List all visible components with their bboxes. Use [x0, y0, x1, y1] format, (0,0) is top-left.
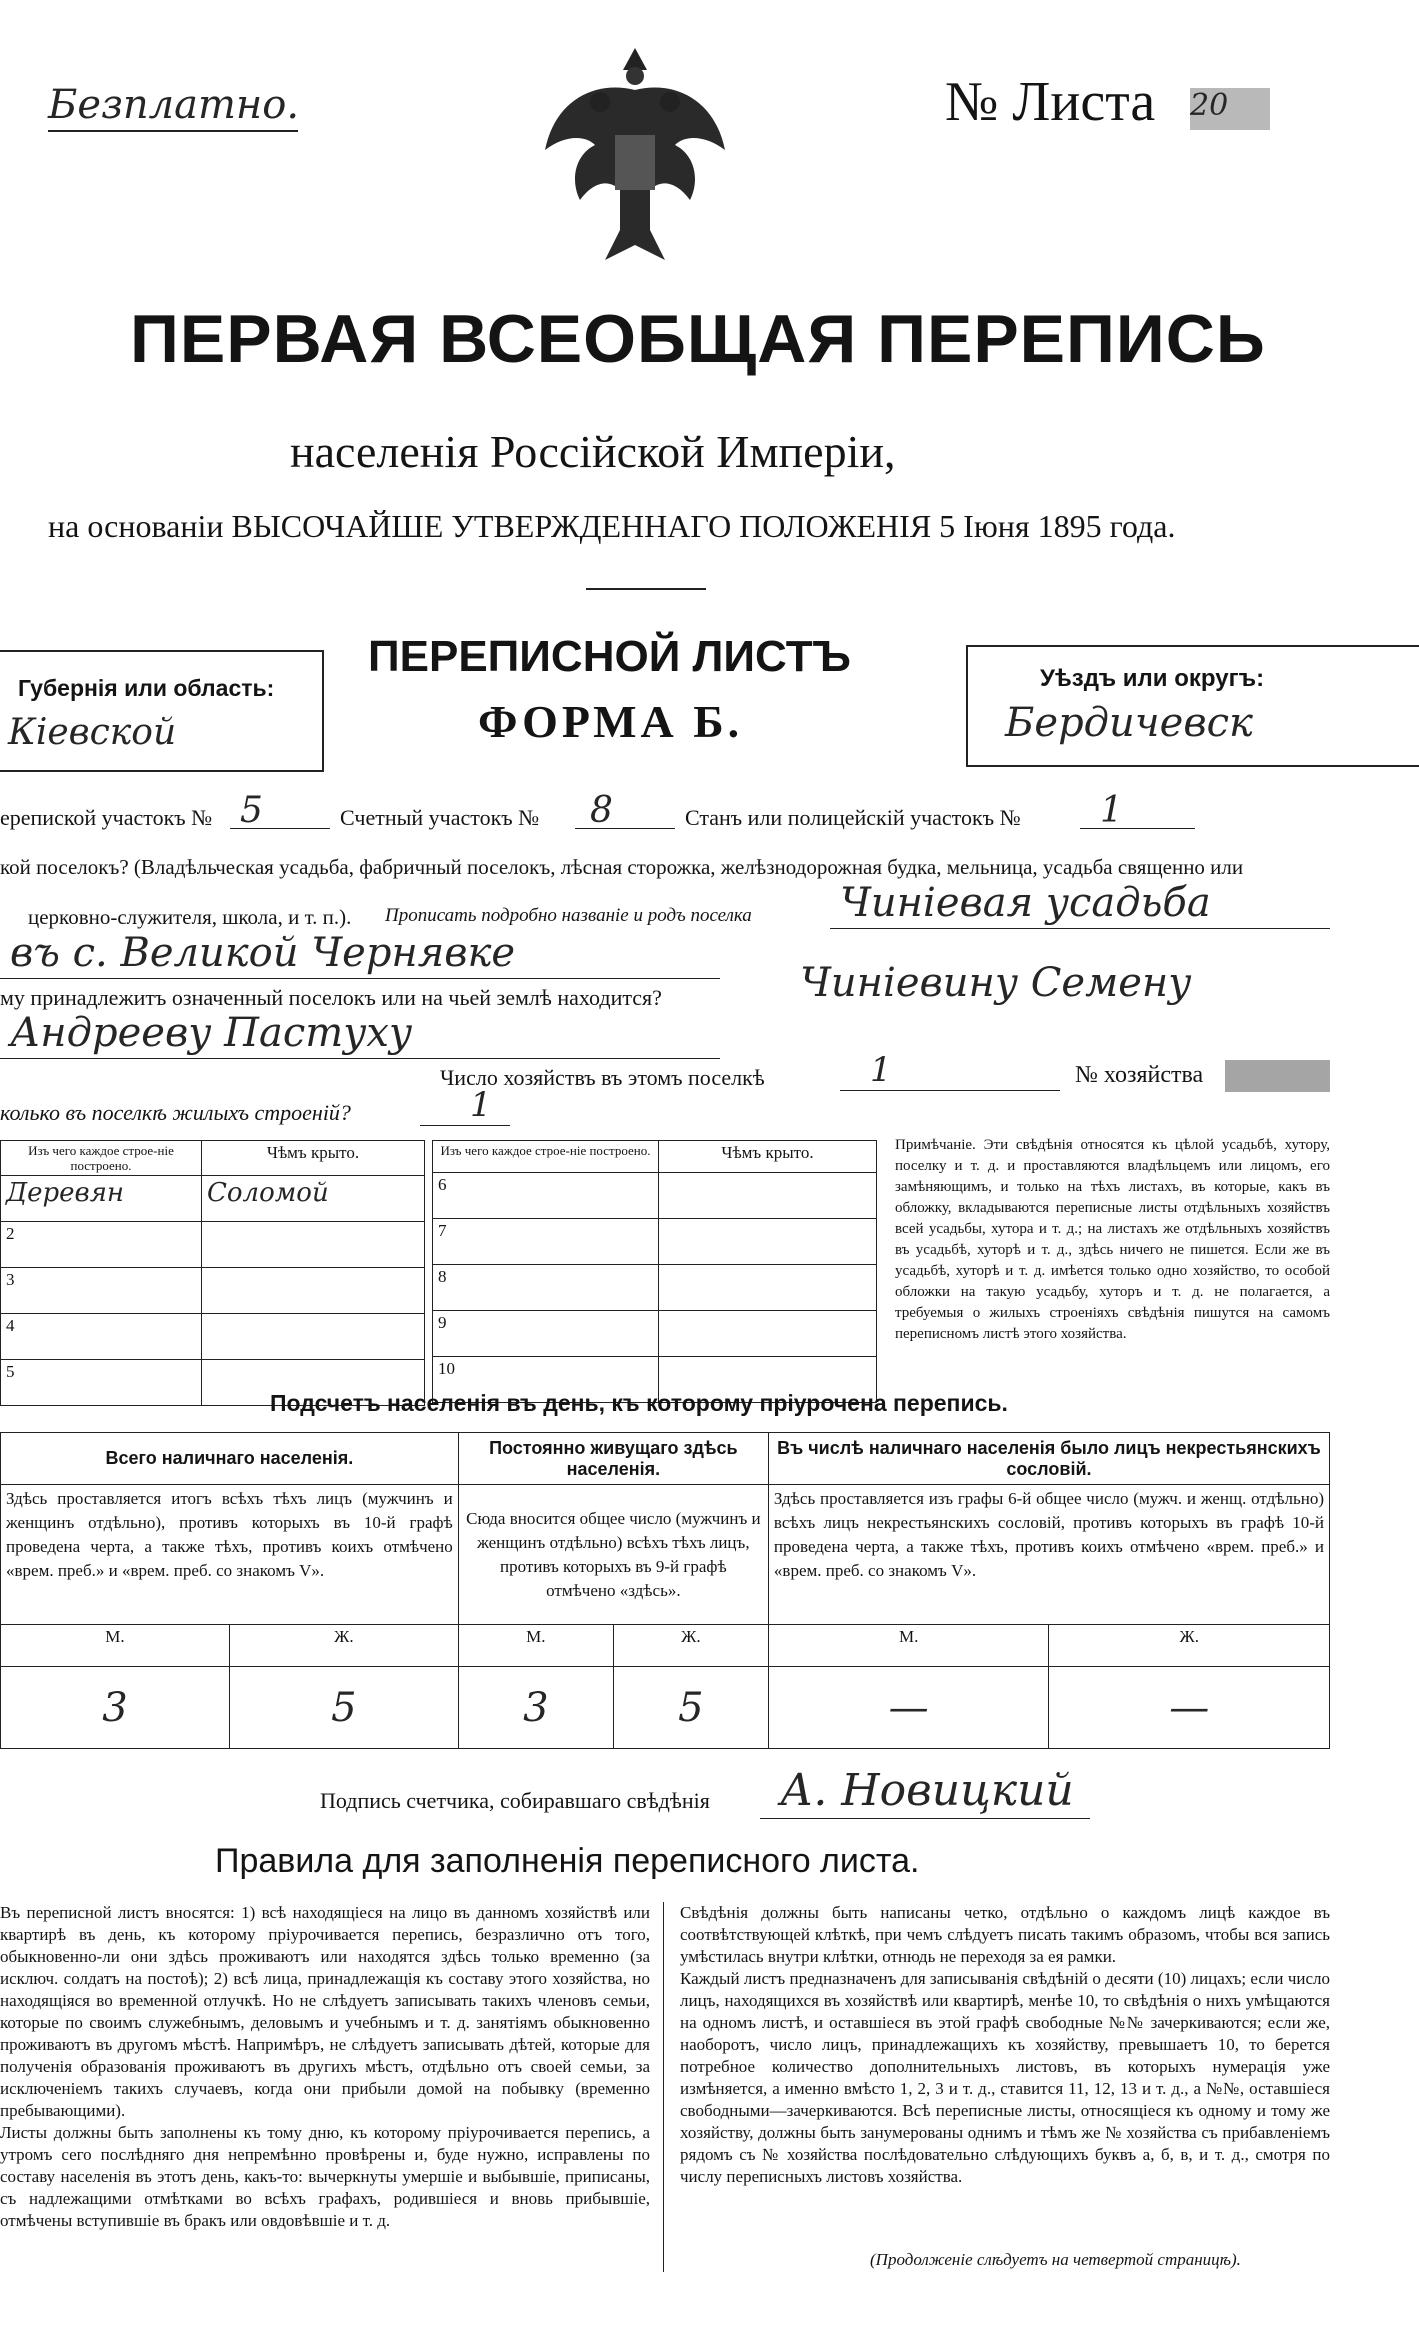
household-no-label: № хозяйства [1075, 1062, 1204, 1088]
building-1-material[interactable]: Деревян [1, 1176, 202, 1222]
signature-label: Подпись счетчика, собиравшаго свѣдѣнія [320, 1788, 710, 1813]
building-9-material[interactable]: 9 [433, 1311, 659, 1357]
imperial-eagle-emblem [535, 40, 735, 280]
settlement-hint: Прописать подробно названіе и родъ поселка [385, 905, 752, 926]
stan-line [1080, 828, 1195, 829]
building-4-roof[interactable] [202, 1314, 425, 1360]
settlement-line [830, 928, 1330, 929]
owner-value-2[interactable]: Андрееву Пастуху [10, 1010, 413, 1056]
total-male[interactable]: 3 [1, 1667, 230, 1749]
building-9-roof[interactable] [659, 1311, 877, 1357]
buildings-table-left [0, 1140, 425, 1406]
signature-line [760, 1818, 1090, 1819]
stan-label: Станъ или полицейскій участокъ № [685, 805, 1021, 830]
census-district-value[interactable]: 5 [240, 790, 263, 831]
building-8-material[interactable]: 8 [433, 1265, 659, 1311]
buildings-table-right [432, 1140, 877, 1403]
free-underline [48, 130, 298, 132]
col-roof-header: Чѣмъ крыто. [202, 1141, 425, 1176]
f-header-2: Ж. [613, 1625, 768, 1667]
col-roof-header-right: Чѣмъ крыто. [659, 1141, 877, 1173]
stan-value[interactable]: 1 [1100, 790, 1123, 831]
building-7-material[interactable]: 7 [433, 1219, 659, 1265]
buildings-value[interactable]: 1 [470, 1085, 492, 1125]
sheet-number-value: 20 [1190, 88, 1270, 130]
permanent-female[interactable]: 5 [613, 1667, 768, 1749]
signature-value[interactable]: А. Новицкий [780, 1765, 1074, 1816]
owner-value[interactable]: Чинiевину Семену [800, 960, 1192, 1006]
building-3-roof[interactable] [202, 1268, 425, 1314]
households-line [840, 1090, 1060, 1091]
province-label: Губернія или область: [18, 675, 275, 701]
rules-title: Правила для заполненія переписного листа. [215, 1842, 920, 1880]
building-8-roof[interactable] [659, 1265, 877, 1311]
settlement-line-2 [0, 978, 720, 979]
col3-text: Здѣсь проставляется изъ графы 6-й общее число (мужч. и женщ. отдѣльно) всѣхъ лицъ некрестьянскихъ сословій, противъ которыхъ въ графѣ 10-й проведена черта, а также тѣхъ, противъ коихъ отмѣчено «врем. преб.» и «врем. преб. со знакомъ V». [768, 1485, 1329, 1625]
free-label: Безплатно. [48, 82, 300, 128]
households-label: Число хозяйствъ въ этомъ поселкѣ [440, 1065, 765, 1090]
census-district-line [230, 828, 330, 829]
rules-left-column: Въ переписной листъ вносятся: 1) всѣ находящіеся на лицо въ данномъ хозяйствѣ или квартирѣ въ день, къ которому пріурочивается перепись, безразлично отъ того, обыкновенно-ли они здѣсь проживаютъ или находятся здѣсь только временно (за исключ. солдатъ на постоѣ); 2) всѣ лица, принадлежащія къ составу этого хозяйства, но находящіяся во временной отлучкѣ. Но не слѣдуетъ записывать такихъ членовъ семьи, которые по своимъ служебнымъ, деловымъ и учебнымъ и т. д. занятіямъ обыкновенно проживаютъ въ другомъ мѣстѣ. Напримѣръ, не слѣдуетъ записывать дѣтей, которые для полученія образованія проживаютъ въ другихъ мѣстъ, отдѣльно отъ своей семьи, за исключеніемъ такихъ случаевъ, когда они прибыли домой на побывку (временно пребывающими). Листы должны быть заполнены къ тому дню, къ которому пріурочивается перепись, а утромъ сего послѣдняго дня непремѣнно провѣрены и, буде нужно, исправлены по составу населенія въ этотъ день, какъ-то: вычеркнуты умершіе и выбывшіе, приписаны, съ надлежащими отмѣтками во всѣхъ графахъ, родившіеся и вновь прибывшіе, отмѣчены вступившіе въ бракъ или овдовѣвшіе и т. д. [0, 1903, 650, 2230]
census-district-label: ерепиской участокъ № [0, 805, 213, 830]
rules-right-column: Свѣдѣнія должны быть написаны четко, отдѣльно о каждомъ лицѣ каждое въ соотвѣтствующей клѣткѣ, при чемъ слѣдуетъ писать такимъ образомъ, чтобы вся запись умѣстилась внутри клѣтки, отнюдь не переходя за ея рамки. Каждый листъ предназначенъ для записыванія свѣдѣній о десяти (10) лицахъ; если число лицъ, находящихся въ хозяйствѣ или квартирѣ, менѣе 10, то свѣдѣнія о нихъ умѣщаются на одномъ листѣ, и оставшіеся въ этой графѣ свободные №№ зачеркиваются; если же, наоборотъ, число лицъ, принадлежащихъ къ хозяйству, превышаетъ 10, то берется потребное количество дополнительныхъ листовъ, въ которыхъ нумерація уже измѣняется, а именно вмѣсто 1, 2, 3 и т. д., ставится 11, 12, 13 и т. д., а №№, оставшіеся свободными—зачеркиваются. Всѣ переписные листы, относящіеся къ одному и тому же хозяйству, должны быть занумерованы однимъ и тѣмъ же № хозяйства съ прибавленіемъ рядомъ съ № хозяйства послѣдовательно слѣдующихъ буквъ а, б, в, и т. д., смотря по числу переписныхъ листовъ хозяйства. [680, 1903, 1330, 2186]
building-6-roof[interactable] [659, 1173, 877, 1219]
m-header-3: М. [768, 1625, 1049, 1667]
permanent-male[interactable]: 3 [458, 1667, 613, 1749]
sheet-title: ПЕРЕПИСНОЙ ЛИСТЪ [368, 632, 851, 681]
province-value[interactable]: Кіевской [8, 712, 177, 753]
settlement-label-2: церковно-служителя, школа, и т. п.). [28, 905, 352, 929]
building-7-roof[interactable] [659, 1219, 877, 1265]
building-6-material[interactable]: 6 [433, 1173, 659, 1219]
col-material-header-right: Изъ чего каждое строе-ніе построено. [433, 1141, 659, 1173]
sheet-number-label: № Листа [945, 71, 1156, 133]
basis-text: на основаніи ВЫСОЧАЙШЕ УТВЕРЖДЕННАГО ПОЛОЖЕНІЯ 5 Іюня 1895 года. [48, 508, 1176, 544]
buildings-label: колько въ поселкѣ жилыхъ строеній? [0, 1100, 351, 1125]
col1-text: Здѣсь проставляется итогъ всѣхъ тѣхъ лицъ (мужчинъ и женщинъ отдѣльно), противъ которыхъ въ 10-й графѣ проведена черта, а также тѣхъ, противъ коихъ отмѣчено «врем. преб.» и «врем. преб. со знакомъ V». [1, 1485, 459, 1625]
col3-title: Въ числѣ наличнаго населенія было лицъ некрестьянскихъ сословій. [768, 1433, 1329, 1485]
district-label: Уѣздъ или округъ: [1040, 665, 1265, 692]
households-value[interactable]: 1 [870, 1050, 892, 1090]
f-header-1: Ж. [229, 1625, 458, 1667]
form-name: ФОРМА Б. [478, 696, 744, 747]
population-heading: Подсчетъ населенія въ день, къ которому пріурочена перепись. [270, 1390, 1008, 1416]
district-value[interactable]: Бердичевск [1005, 700, 1253, 746]
col2-text: Сюда вносится общее число (мужчинъ и женщинъ отдѣльно) всѣхъ тѣхъ лицъ, противъ которыхъ въ 9-й графѣ отмѣчено «здѣсь». [458, 1485, 768, 1625]
rules-continued: (Продолженіе слѣдуетъ на четвертой страницѣ). [870, 2250, 1241, 2269]
building-10-material[interactable]: 10 [433, 1357, 659, 1403]
col-material-header: Изъ чего каждое строе-ніе построено. [1, 1141, 202, 1176]
population-table [0, 1432, 1330, 1749]
settlement-value[interactable]: Чинiевая усадьба [840, 880, 1211, 926]
count-district-value[interactable]: 8 [590, 790, 613, 831]
count-district-label: Счетный участокъ № [340, 805, 540, 830]
non-peasant-male[interactable]: — [768, 1667, 1049, 1749]
building-1-roof[interactable]: Соломой [202, 1176, 425, 1222]
rules-column-divider [663, 1902, 664, 2272]
building-5-material[interactable]: 5 [1, 1360, 202, 1406]
m-header-2: М. [458, 1625, 613, 1667]
total-female[interactable]: 5 [229, 1667, 458, 1749]
buildings-note: Примѣчаніе. Эти свѣдѣнія относятся къ цѣлой усадьбѣ, хутору, поселку и т. д. и проставляются владѣльцемъ или лицомъ, его замѣняющимъ, и только на тѣхъ листахъ, въ которые, какъ въ обложку, вкладываются переписные листы отдѣльныхъ хозяйствъ всей усадьбы, хутора и т. д.; на листахъ же отдѣльныхъ хозяйствъ въ усадьбѣ, хуторѣ и т. д., здѣсь ничего не пишется. Если же въ усадьбѣ, хуторѣ и т. д. имѣется только одно хозяйство, то особой обложки на такую усадьбу, хуторъ и т. д. не полагается, а требуемыя о жилыхъ строеніяхъ свѣдѣнія пишутся на самомъ переписномъ листѣ этого хозяйства. [895, 1137, 1330, 1342]
building-4-material[interactable]: 4 [1, 1314, 202, 1360]
f-header-3: Ж. [1049, 1625, 1330, 1667]
owner-label: му принадлежитъ означенный поселокъ или на чьей землѣ находится? [0, 985, 662, 1010]
divider [586, 588, 706, 590]
owner-line [0, 1058, 720, 1059]
household-no-redaction [1225, 1060, 1330, 1092]
building-2-roof[interactable] [202, 1222, 425, 1268]
settlement-value-2[interactable]: въ с. Великой Чернявке [10, 930, 516, 976]
page-subtitle: населенія Россійской Имперіи, [290, 426, 896, 477]
non-peasant-female[interactable]: — [1049, 1667, 1330, 1749]
count-district-line [575, 828, 675, 829]
building-2-material[interactable]: 2 [1, 1222, 202, 1268]
m-header-1: М. [1, 1625, 230, 1667]
col2-title: Постоянно живущаго здѣсь населенія. [458, 1433, 768, 1485]
province-box [0, 650, 324, 772]
settlement-label: кой поселокъ? (Владѣльческая усадьба, фабричный поселокъ, лѣсная сторожка, желѣзнодорожная будка, мельница, усадьба священно или [0, 855, 1244, 879]
buildings-line [420, 1125, 510, 1126]
building-3-material[interactable]: 3 [1, 1268, 202, 1314]
col1-title: Всего наличнаго населенія. [1, 1433, 459, 1485]
page-title: ПЕРВАЯ ВСЕОБЩАЯ ПЕРЕПИСЬ [130, 301, 1266, 377]
